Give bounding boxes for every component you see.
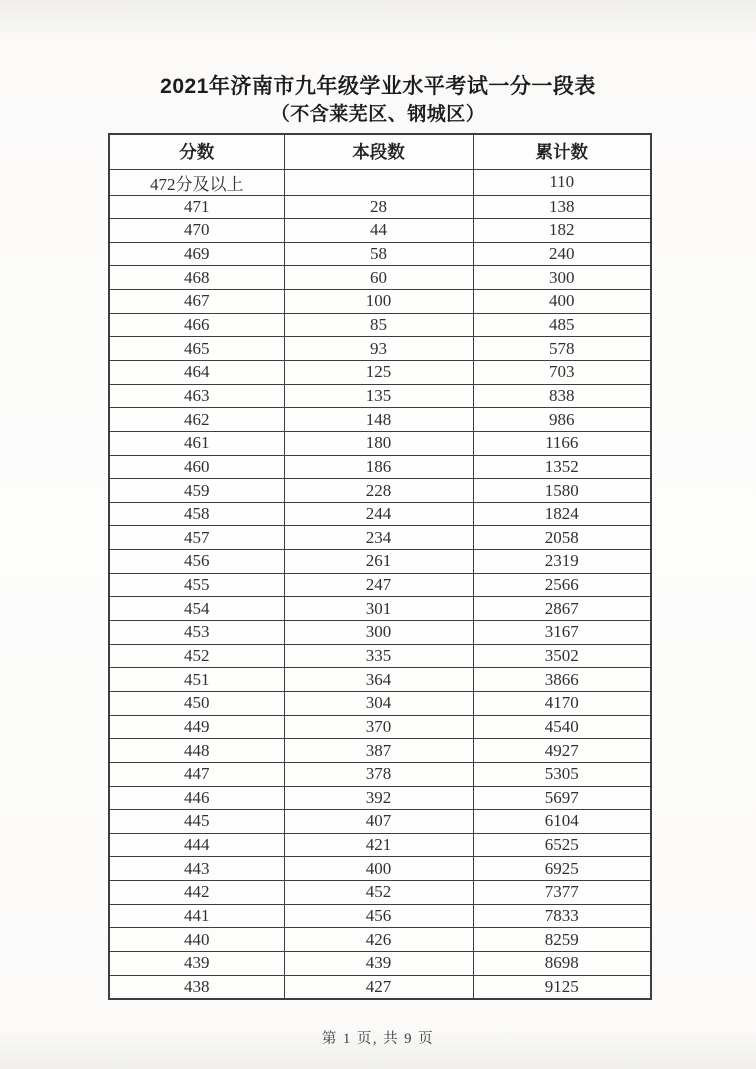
- score-cell: 459: [109, 479, 284, 503]
- segment-count-cell: 452: [284, 881, 473, 905]
- cumulative-count-cell: 485: [473, 313, 651, 337]
- cumulative-count-cell: 703: [473, 360, 651, 384]
- cumulative-count-cell: 4170: [473, 691, 651, 715]
- segment-count-cell: 301: [284, 597, 473, 621]
- table-row: [109, 313, 651, 337]
- page-title: 2021年济南市九年级学业水平考试一分一段表: [160, 75, 596, 98]
- segment-count-cell: 58: [284, 242, 473, 266]
- segment-count-cell: 93: [284, 337, 473, 361]
- table-row: [109, 881, 651, 905]
- segment-count-cell: 370: [284, 715, 473, 739]
- cumulative-count-cell: 1824: [473, 502, 651, 526]
- table-row: [109, 904, 651, 928]
- cumulative-count-cell: 6925: [473, 857, 651, 881]
- score-cell: 462: [109, 408, 284, 432]
- score-cell: 449: [109, 715, 284, 739]
- score-cell: 463: [109, 384, 284, 408]
- score-cell: 458: [109, 502, 284, 526]
- score-cell: 443: [109, 857, 284, 881]
- table-row: [109, 455, 651, 479]
- table-row: [109, 975, 651, 999]
- score-cell: 465: [109, 337, 284, 361]
- table-row: [109, 502, 651, 526]
- segment-count-cell: 392: [284, 786, 473, 810]
- table-row: [109, 526, 651, 550]
- score-cell: 470: [109, 219, 284, 243]
- score-cell: 445: [109, 810, 284, 834]
- segment-count-cell: 180: [284, 431, 473, 455]
- table-row: [109, 169, 651, 195]
- score-cell: 461: [109, 431, 284, 455]
- score-cell: 452: [109, 644, 284, 668]
- table-row: [109, 833, 651, 857]
- score-cell: 469: [109, 242, 284, 266]
- table-header-row: [109, 134, 651, 169]
- table-row: [109, 479, 651, 503]
- cumulative-count-cell: 182: [473, 219, 651, 243]
- segment-count-cell: 378: [284, 762, 473, 786]
- segment-count-cell: 125: [284, 360, 473, 384]
- score-cell: 448: [109, 739, 284, 763]
- table-row: [109, 644, 651, 668]
- segment-count-cell: 186: [284, 455, 473, 479]
- segment-count-cell: 335: [284, 644, 473, 668]
- segment-count-cell: 427: [284, 975, 473, 999]
- cumulative-count-cell: 138: [473, 195, 651, 219]
- segment-count-cell: 426: [284, 928, 473, 952]
- table-row: [109, 928, 651, 952]
- cumulative-count-cell: 3167: [473, 621, 651, 645]
- table-row: [109, 384, 651, 408]
- cumulative-count-cell: 3866: [473, 668, 651, 692]
- table-row: [109, 739, 651, 763]
- column-header-segment-count: 本段数: [284, 134, 473, 169]
- cumulative-count-cell: 578: [473, 337, 651, 361]
- table-row: [109, 337, 651, 361]
- table-row: [109, 786, 651, 810]
- score-cell: 446: [109, 786, 284, 810]
- cumulative-count-cell: 300: [473, 266, 651, 290]
- cumulative-count-cell: 2566: [473, 573, 651, 597]
- cumulative-count-cell: 8259: [473, 928, 651, 952]
- segment-count-cell: [284, 169, 473, 195]
- table-row: [109, 573, 651, 597]
- table-row: [109, 195, 651, 219]
- cumulative-count-cell: 1166: [473, 431, 651, 455]
- cumulative-count-cell: 1580: [473, 479, 651, 503]
- score-cell: 439: [109, 952, 284, 976]
- segment-count-cell: 85: [284, 313, 473, 337]
- cumulative-count-cell: 838: [473, 384, 651, 408]
- cumulative-count-cell: 9125: [473, 975, 651, 999]
- table-row: [109, 668, 651, 692]
- table-row: [109, 691, 651, 715]
- score-cell: 444: [109, 833, 284, 857]
- page-subtitle: （不含莱芜区、钢城区）: [270, 104, 486, 125]
- segment-count-cell: 100: [284, 290, 473, 314]
- score-cell: 455: [109, 573, 284, 597]
- segment-count-cell: 439: [284, 952, 473, 976]
- page-number-footer: 第 1 页, 共 9 页: [321, 1031, 435, 1047]
- segment-count-cell: 135: [284, 384, 473, 408]
- score-cell: 454: [109, 597, 284, 621]
- score-cell: 471: [109, 195, 284, 219]
- cumulative-count-cell: 1352: [473, 455, 651, 479]
- segment-count-cell: 456: [284, 904, 473, 928]
- cumulative-count-cell: 7377: [473, 881, 651, 905]
- cumulative-count-cell: 4540: [473, 715, 651, 739]
- segment-count-cell: 400: [284, 857, 473, 881]
- cumulative-count-cell: 110: [473, 169, 651, 195]
- segment-count-cell: 300: [284, 621, 473, 645]
- cumulative-count-cell: 7833: [473, 904, 651, 928]
- score-cell: 472分及以上: [109, 169, 284, 195]
- score-cell: 464: [109, 360, 284, 384]
- score-cell: 442: [109, 881, 284, 905]
- cumulative-count-cell: 4927: [473, 739, 651, 763]
- cumulative-count-cell: 5697: [473, 786, 651, 810]
- score-distribution-table: [108, 133, 652, 1000]
- table-row: [109, 431, 651, 455]
- table-row: [109, 219, 651, 243]
- table-row: [109, 621, 651, 645]
- table-row: [109, 408, 651, 432]
- score-cell: 451: [109, 668, 284, 692]
- score-cell: 456: [109, 550, 284, 574]
- segment-count-cell: 228: [284, 479, 473, 503]
- segment-count-cell: 244: [284, 502, 473, 526]
- segment-count-cell: 247: [284, 573, 473, 597]
- segment-count-cell: 387: [284, 739, 473, 763]
- cumulative-count-cell: 6104: [473, 810, 651, 834]
- score-cell: 453: [109, 621, 284, 645]
- segment-count-cell: 261: [284, 550, 473, 574]
- cumulative-count-cell: 6525: [473, 833, 651, 857]
- cumulative-count-cell: 3502: [473, 644, 651, 668]
- score-cell: 450: [109, 691, 284, 715]
- score-cell: 440: [109, 928, 284, 952]
- score-cell: 460: [109, 455, 284, 479]
- column-header-score: 分数: [109, 134, 284, 169]
- cumulative-count-cell: 240: [473, 242, 651, 266]
- table-row: [109, 715, 651, 739]
- cumulative-count-cell: 2058: [473, 526, 651, 550]
- table-row: [109, 290, 651, 314]
- table-row: [109, 242, 651, 266]
- score-cell: 441: [109, 904, 284, 928]
- table-row: [109, 550, 651, 574]
- segment-count-cell: 364: [284, 668, 473, 692]
- cumulative-count-cell: 8698: [473, 952, 651, 976]
- segment-count-cell: 421: [284, 833, 473, 857]
- table-row: [109, 597, 651, 621]
- segment-count-cell: 60: [284, 266, 473, 290]
- table-row: [109, 952, 651, 976]
- score-cell: 447: [109, 762, 284, 786]
- segment-count-cell: 148: [284, 408, 473, 432]
- cumulative-count-cell: 2867: [473, 597, 651, 621]
- segment-count-cell: 44: [284, 219, 473, 243]
- table-row: [109, 360, 651, 384]
- segment-count-cell: 234: [284, 526, 473, 550]
- cumulative-count-cell: 5305: [473, 762, 651, 786]
- score-cell: 457: [109, 526, 284, 550]
- segment-count-cell: 28: [284, 195, 473, 219]
- table-row: [109, 762, 651, 786]
- cumulative-count-cell: 2319: [473, 550, 651, 574]
- score-cell: 438: [109, 975, 284, 999]
- score-cell: 468: [109, 266, 284, 290]
- table-row: [109, 810, 651, 834]
- table-row: [109, 857, 651, 881]
- segment-count-cell: 304: [284, 691, 473, 715]
- cumulative-count-cell: 400: [473, 290, 651, 314]
- score-cell: 467: [109, 290, 284, 314]
- cumulative-count-cell: 986: [473, 408, 651, 432]
- segment-count-cell: 407: [284, 810, 473, 834]
- table-row: [109, 266, 651, 290]
- score-cell: 466: [109, 313, 284, 337]
- column-header-cumulative-count: 累计数: [473, 134, 651, 169]
